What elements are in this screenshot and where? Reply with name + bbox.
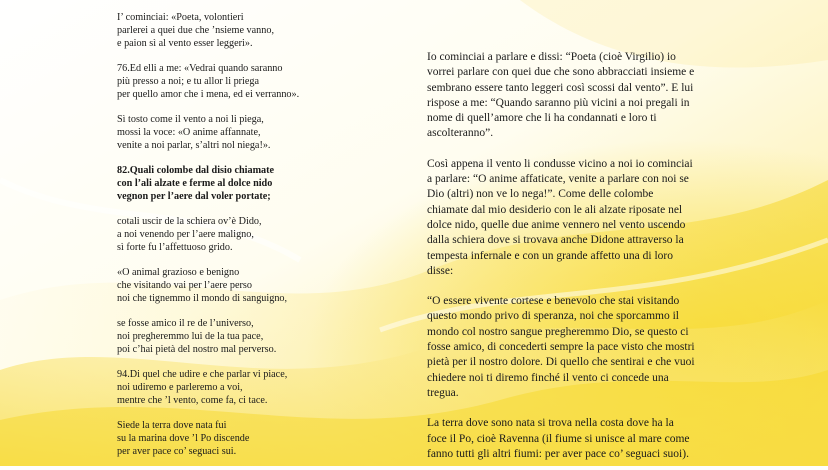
paraphrase-paragraph-2: Così appena il vento li condusse vicino a noi io cominciai a parlare: “O anime affaticate, venite a parlare con noi se Dio (altri) non ve lo nega!”. Come delle colombe chiamate dal mio desiderio con le ali alzate riposate nel dolce nido, quelle due anime vennero nel vento uscendo dalla schiera dove si trovava anche Didone attraverso la tempesta infernale e con un grande affetto una di loro disse:	[427, 157, 693, 277]
paraphrase-column	[427, 0, 727, 462]
stanza-5: cotali uscir de la schiera ov’è Dido, a noi venendo per l’aere maligno, sì forte fu l’affettuoso grido.	[117, 216, 262, 253]
stanza-3: Sì tosto come il vento a noi li piega, mossi la voce: «O anime affannate, venite a noi parlar, s’altri nol niega!».	[117, 114, 271, 151]
paraphrase-paragraph-4: La terra dove sono nata si trova nella costa dove ha la foce il Po, cioè Ravenna (il fiume si unisce al mare come fanno tutti gli altri fiumi: per aver pace co’ seguaci suoi).	[427, 417, 690, 460]
stanza-2: 76.Ed elli a me: «Vedrai quando saranno più presso a noi; e tu allor li priega per quello amor che i mena, ed ei verranno».	[117, 63, 300, 100]
stanza-7: se fosse amico il re de l’universo, noi pregheremmo lui de la tua pace, poi c’hai pietà del nostro mal perverso.	[117, 318, 277, 355]
stanza-1: I’ cominciai: «Poeta, volontieri parlerei a quei due che ’nsieme vanno, e paion sì al vento esser leggeri».	[117, 12, 274, 49]
stanza-6: «O animal grazioso e benigno che visitando vai per l’aere perso noi che tignemmo il mondo di sanguigno,	[117, 267, 288, 304]
stanza-8: 94.Di quel che udire e che parlar vi piace, noi udiremo e parleremo a voi, mentre che ’l vento, come fa, ci tace.	[117, 369, 288, 406]
paraphrase-paragraph-3: “O essere vivente cortese e benevolo che stai visitando questo mondo privo di speranza, noi che sporcammo il mondo col nostro sangue pregheremmo Dio, se questo ci fosse amico, di concederti sempre la pace visto che mostri pietà per il nostro dolore. Di quello che sentirai e che vuoi chiedere noi ti diremo finché il vento ci concede una tregua.	[427, 295, 695, 399]
original-text-column	[117, 0, 402, 470]
paraphrase-paragraph-1: Io cominciai a parlare e dissi: “Poeta (cioè Virgilio) io vorrei parlare con quei due che sono abbracciati insieme e sembrano essere tanto leggeri così scossi dal vento”. E lui rispose a me: “Quando saranno più vicini a noi pregali in nome di quell’amore che li ha condannati e loro ti ascolteranno”.	[427, 51, 695, 140]
stanza-4-highlighted: 82.Quali colombe dal disio chiamate con l’ali alzate e ferme al dolce nido vegnon per l’aere dal voler portate;	[117, 165, 275, 202]
stanza-9: Siede la terra dove nata fui su la marina dove ’l Po discende per aver pace co’ seguaci sui.	[117, 420, 250, 457]
